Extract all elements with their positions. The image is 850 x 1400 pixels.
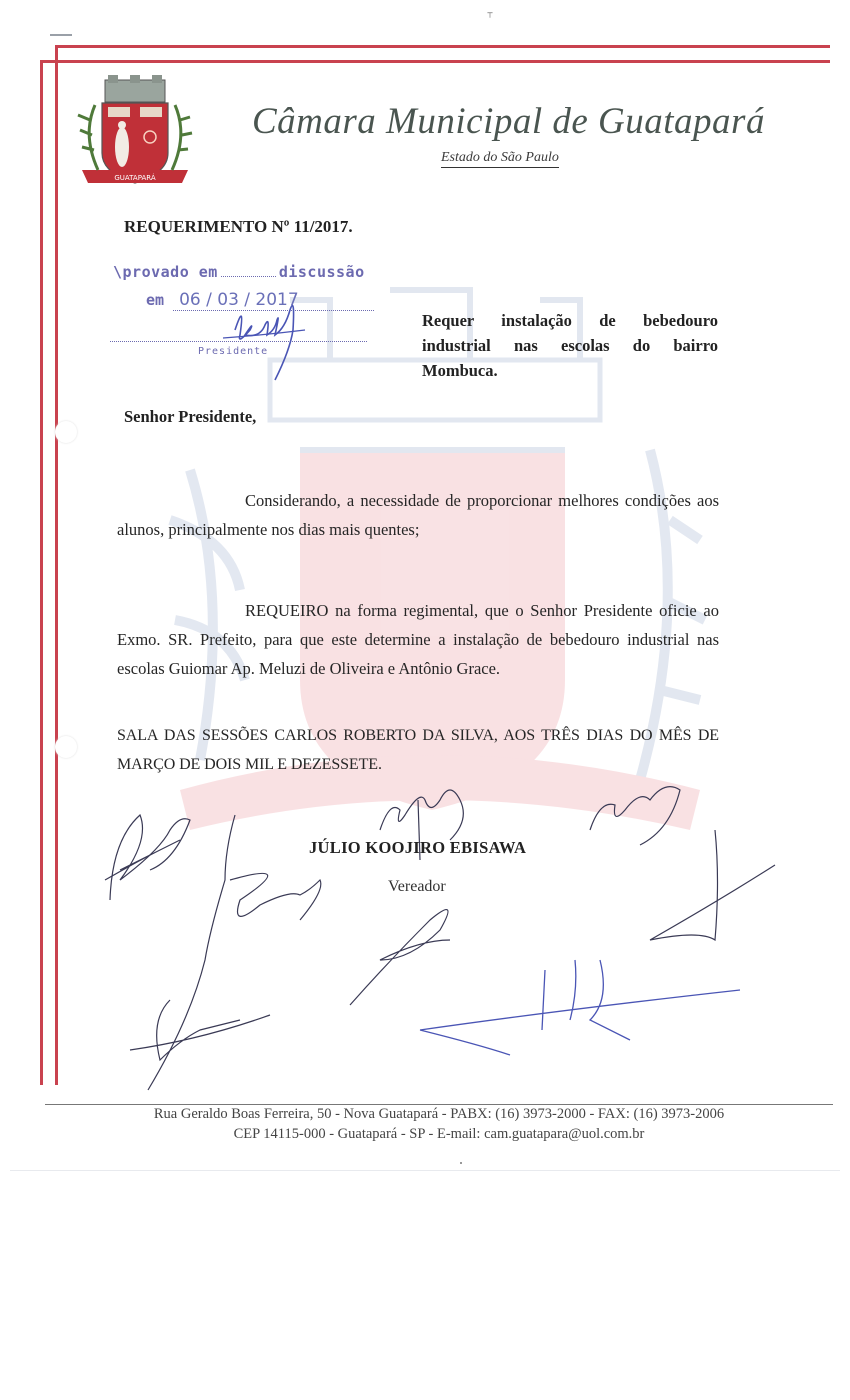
footer-address: Rua Geraldo Boas Ferreira, 50 - Nova Guatapará - PABX: (16) 3973-2000 - FAX: (16) 3973-2006 xyxy=(153,1106,725,1122)
paragraph-considering: Considerando, a necessidade de proporcionar melhores condições aos alunos, principalmente nos dias mais quentes; xyxy=(117,491,719,539)
paragraph-request: REQUEIRO na forma regimental, que o Senhor Presidente oficie ao Exmo. SR. Prefeito, para que este determine a instalação de bebedouro industrial nas escolas Guiomar Ap. Meluzi de Oliveira e Antônio Grace. xyxy=(117,601,719,678)
crest-banner-text: GUATAPARÁ xyxy=(114,174,156,182)
document-summary: Requer instalação de bebedouro industrial nas escolas do bairro Mombuca. xyxy=(422,311,718,380)
institution-state: Estado do São Paulo xyxy=(441,150,559,168)
footer-contact: CEP 14115-000 - Guatapará - SP - E-mail: cam.guatapara@uol.com.br xyxy=(233,1126,645,1142)
paragraph-session-date: SALA DAS SESSÕES CARLOS ROBERTO DA SILVA, AOS TRÊS DIAS DO MÊS DE MARÇO DE DOIS MIL E DEZESSETE. xyxy=(117,727,719,773)
salutation: Senhor Presidente, xyxy=(124,407,257,426)
approval-stamp-prefix: \provado em xyxy=(113,263,218,281)
signer-name: JÚLIO KOOJIRO EBISAWA xyxy=(309,838,527,857)
document-number: REQUERIMENTO Nº 11/2017. xyxy=(124,217,353,236)
approval-signature-label: Presidente xyxy=(198,346,269,357)
approval-stamp-suffix: discussão xyxy=(278,263,365,281)
scan-mark: ⸆ xyxy=(487,10,494,24)
institution-title: Câmara Municipal de Guatapará xyxy=(252,101,765,142)
approval-date: 06 / 03 / 2017 xyxy=(173,290,374,311)
approval-stamp-em: em xyxy=(146,291,165,309)
scan-dot xyxy=(460,1162,462,1164)
footer-divider xyxy=(45,1104,833,1105)
signer-role: Vereador xyxy=(388,878,446,895)
scan-edge-line xyxy=(10,1170,840,1171)
